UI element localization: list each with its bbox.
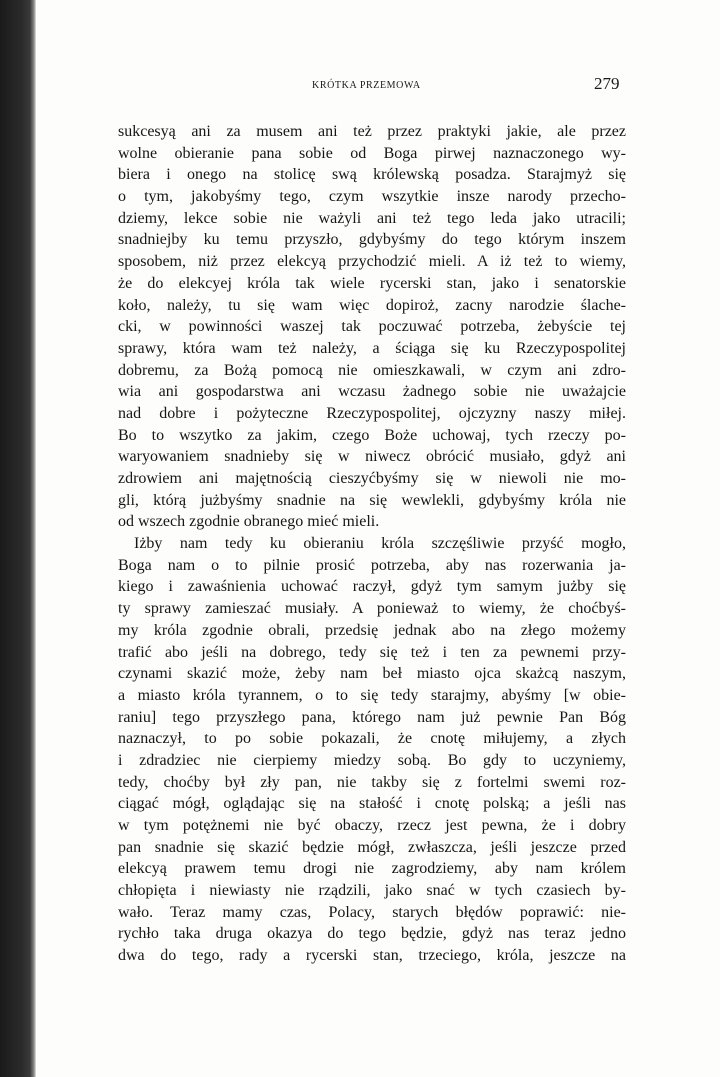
body-text bbox=[118, 121, 626, 967]
text-line: Boga nam o to pilnie prosić potrzeba, aby nas rozerwania ja- bbox=[118, 556, 626, 574]
text-line: biera i onego na stolicę swą królewską posadza. Starajmyż się bbox=[118, 166, 626, 184]
text-line: trafić abo jeśli na dobrego, tedy się też i ten za pewnemi przy- bbox=[118, 643, 626, 661]
text-line: czynami skazić może, żeby nam beł miasto ojca skażcą naszym, bbox=[118, 665, 626, 683]
text-line: ty sprawy zamieszać musiały. A ponieważ to wiemy, że choćbyś- bbox=[118, 600, 626, 618]
text-line: cki, w powinności waszej tak poczuwać potrzeba, żebyście tej bbox=[118, 318, 626, 336]
text-line: Iżby nam tedy ku obieraniu króla szczęśliwie przyść mogło, bbox=[134, 535, 626, 553]
text-line: sprawy, która wam też należy, a ściąga się ku Rzeczypospolitej bbox=[118, 339, 626, 357]
page-number: 279 bbox=[594, 74, 620, 93]
text-line: ciągać mógł, oglądając się na stałość i cnotę polską; a jeśli nas bbox=[118, 795, 626, 813]
text-line: wolne obieranie pana sobie od Boga pirwej naznaczonego wy- bbox=[118, 144, 626, 162]
text-line: a miasto króla tyrannem, o to się tedy starajmy, abyśmy [w obie- bbox=[118, 686, 626, 704]
text-line: naznaczył, to po sobie pokazali, że cnotę miłujemy, a złych bbox=[118, 730, 626, 748]
text-line: dziemy, lekce sobie nie ważyli ani też tego leda jako utracili; bbox=[118, 209, 626, 227]
text-line: rychło taka druga okazya do tego będzie, gdyż nas teraz jedno bbox=[118, 925, 626, 943]
text-line: dwa do tego, rady a rycerski stan, trzeciego, króla, jeszcze na bbox=[118, 947, 626, 965]
text-line: tedy, choćby był zły pan, nie takby się z fortelmi swemi roz- bbox=[118, 773, 626, 791]
text-line: wia ani gospodarstwa ani wczasu żadnego sobie nie uważajcie bbox=[118, 383, 626, 401]
text-line: chłopięta i niewiasty nie rządzili, jako snać w tych czasiech by- bbox=[118, 882, 626, 900]
text-line: raniu] tego przyszłego pana, którego nam już pewnie Pan Bóg bbox=[118, 708, 626, 726]
text-line: koło, należy, tu się wam więc dopiroż, zacny narodzie ślache- bbox=[118, 296, 626, 314]
text-line: wało. Teraz mamy czas, Polacy, starych błędów poprawić: nie- bbox=[118, 903, 626, 921]
text-line: w tym potężnemi nie być obaczy, rzecz jest pewna, że i dobry bbox=[118, 817, 626, 834]
text-line: snadniejby ku temu przyszło, gdybyśmy do tego którym inszem bbox=[118, 231, 626, 249]
text-line: Bo to wszytko za jakim, czego Boże uchowaj, tych rzeczy po- bbox=[118, 426, 626, 444]
text-line: że do elekcyej króla tak wiele rycerski stan, jako i senatorskie bbox=[118, 274, 626, 292]
text-line: elekcyą prawem temu drogi nie zagrodziemy, aby nam królem bbox=[118, 860, 626, 878]
text-line: pan snadnie się skazić będzie mógł, zwłaszcza, jeśli jeszcze przed bbox=[118, 838, 626, 856]
text-line: kiego i zawaśnienia uchować raczył, gdyż tym samym jużby się bbox=[118, 578, 626, 596]
text-line: waryowaniem snadnieby się w niwecz obrócić musiało, gdyż ani bbox=[118, 448, 626, 466]
text-line: sposobem, niż przez elekcyą przychodzić mieli. A iż też to wiemy, bbox=[118, 253, 626, 271]
book-binding-edge bbox=[0, 0, 36, 1077]
text-line: od wszech zgodnie obranego mieć mieli. bbox=[118, 513, 380, 531]
text-line: nad dobre i pożyteczne Rzeczypospolitej, ojczyzny naszy miłej. bbox=[118, 404, 626, 422]
text-line: o tym, jakobyśmy tego, czym wszytkie insze narody przecho- bbox=[118, 188, 626, 206]
running-head: KRÓTKA PRZEMOWA bbox=[312, 80, 421, 91]
text-line: gli, którą jużbyśmy snadnie na się wewlekli, gdybyśmy króla nie bbox=[118, 491, 626, 509]
text-line: dobremu, za Bożą pomocą nie omieszkawali, w czym ani zdro- bbox=[118, 361, 626, 379]
text-line: sukcesyą ani za musem ani też przez praktyki jakie, ale przez bbox=[118, 123, 626, 140]
text-line: my króla zgodnie obrali, przedsię jednak abo na złego możemy bbox=[118, 621, 626, 639]
text-line: i zdradziec nie cierpiemy miedzy sobą. Bo gdy to uczyniemy, bbox=[118, 751, 626, 769]
text-line: zdrowiem ani majętnością cieszyćbyśmy się w niewoli nie mo- bbox=[118, 470, 626, 487]
